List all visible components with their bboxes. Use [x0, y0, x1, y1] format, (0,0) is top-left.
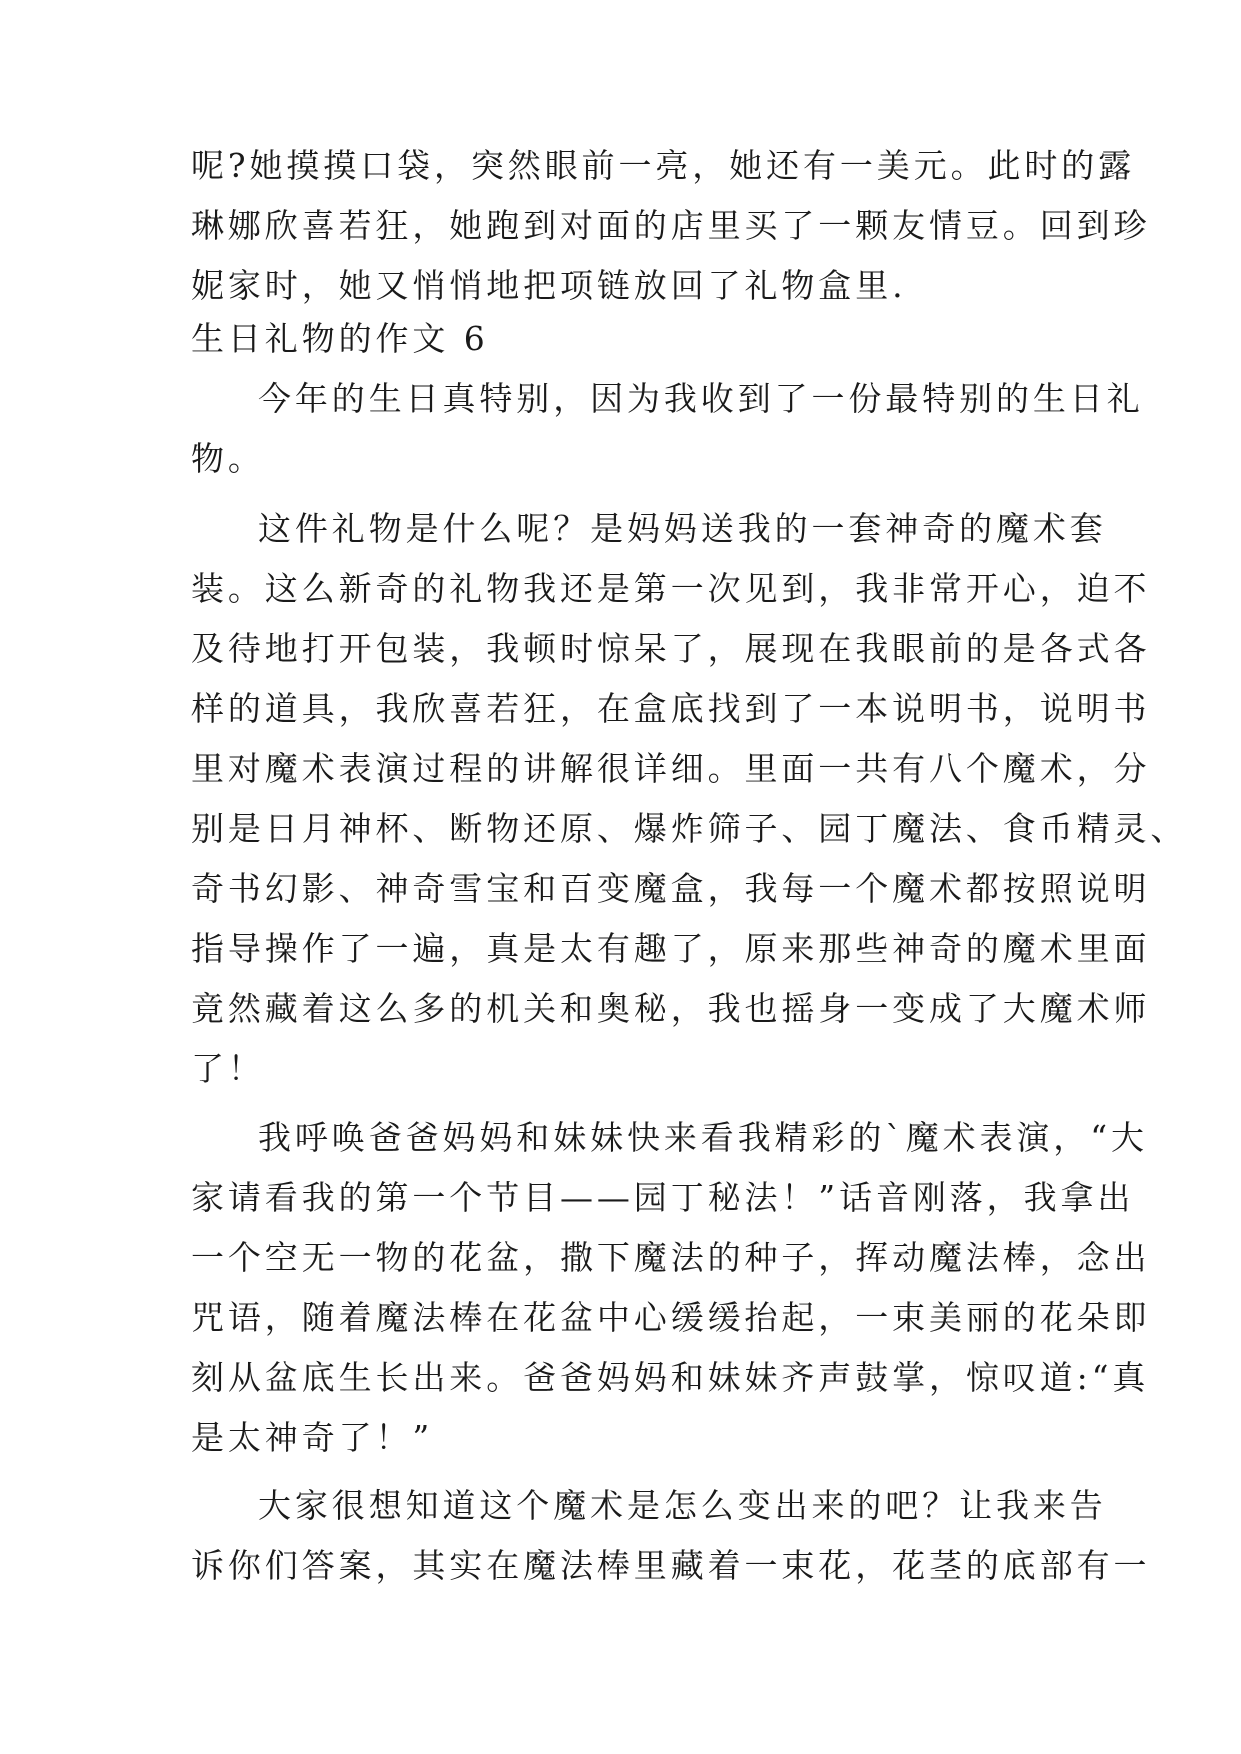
text-line: 指导操作了一遍，真是太有趣了，原来那些神奇的魔术里面	[191, 929, 1151, 968]
text-line: 里对魔术表演过程的讲解很详细。里面一共有八个魔术，分	[191, 749, 1151, 788]
text-line: 今年的生日真特别，因为我收到了一份最特别的生日礼	[258, 379, 1144, 418]
section-heading: 生日礼物的作文 6	[191, 319, 489, 358]
text-line: 呢?她摸摸口袋，突然眼前一亮，她还有一美元。此时的露	[191, 146, 1136, 185]
text-line: 奇书幻影、神奇雪宝和百变魔盒，我每一个魔术都按照说明	[191, 869, 1151, 908]
text-line: 家请看我的第一个节目——园丁秘法！”话音刚落，我拿出	[191, 1178, 1135, 1217]
text-line: 琳娜欣喜若狂，她跑到对面的店里买了一颗友情豆。回到珍	[191, 206, 1151, 245]
text-line: 妮家时，她又悄悄地把项链放回了礼物盒里.	[191, 266, 907, 305]
text-line: 诉你们答案，其实在魔法棒里藏着一束花，花茎的底部有一	[191, 1546, 1151, 1585]
text-line: 刻从盆底生长出来。爸爸妈妈和妹妹齐声鼓掌，惊叹道:“真	[191, 1358, 1150, 1397]
text-line: 咒语，随着魔法棒在花盆中心缓缓抬起，一束美丽的花朵即	[191, 1298, 1151, 1337]
text-line: 装。这么新奇的礼物我还是第一次见到，我非常开心，迫不	[191, 569, 1151, 608]
text-line: 样的道具，我欣喜若狂，在盒底找到了一本说明书，说明书	[191, 689, 1151, 728]
text-line: 大家很想知道这个魔术是怎么变出来的吧？让我来告	[258, 1486, 1107, 1525]
text-line: 是太神奇了！”	[191, 1418, 434, 1457]
text-line: 及待地打开包装，我顿时惊呆了，展现在我眼前的是各式各	[191, 629, 1151, 668]
text-line: 一个空无一物的花盆，撒下魔法的种子，挥动魔法棒，念出	[191, 1238, 1151, 1277]
text-line: 物。	[191, 439, 265, 478]
text-line: 别是日月神杯、断物还原、爆炸筛子、园丁魔法、食币精灵、	[191, 809, 1188, 848]
text-line: 了！	[191, 1049, 265, 1088]
text-line: 我呼唤爸爸妈妈和妹妹快来看我精彩的`魔术表演，“大	[258, 1118, 1148, 1157]
text-line: 竟然藏着这么多的机关和奥秘，我也摇身一变成了大魔术师	[191, 989, 1151, 1028]
text-line: 这件礼物是什么呢？是妈妈送我的一套神奇的魔术套	[258, 509, 1107, 548]
